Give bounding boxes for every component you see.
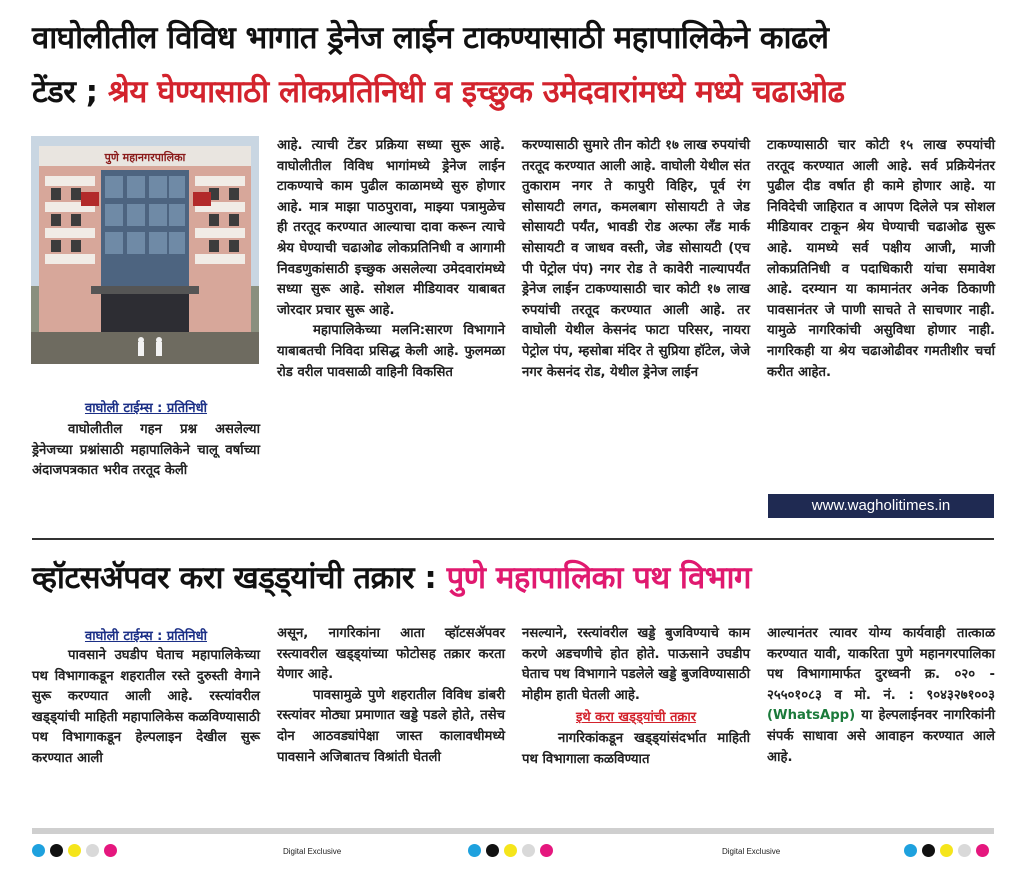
article1-headline-line1: वाघोलीतील विविध भागात ड्रेनेज लाईन टाकण्यासाठी महापालिकेने काढले: [32, 20, 829, 56]
article1-byline: वाघोली टाईम्स : प्रतिनिधी: [84, 401, 208, 416]
article1-column2: [277, 136, 505, 383]
article2-column1: [32, 646, 260, 770]
article2-col4-a: आल्यानंतर त्यावर योग्य कार्यवाही तात्काळ करण्यात यावी, याकरिता पुणे महानगरपालिका पथ विभागामार्फत दुरध्वनी क्र. ०२० - २५५०१०८३ व मो. नं. : ९०४३२७१००३: [767, 626, 995, 703]
article2-headline: [32, 554, 751, 602]
article1-column3: [522, 136, 750, 383]
color-dot-yellow: [504, 844, 517, 857]
color-dot-magenta: [976, 844, 989, 857]
article2-col3-p2: नागरिकांकडून खड्ड्यांसंदर्भात माहिती पथ विभागाला कळविण्यात: [522, 730, 750, 767]
article2-col2-p2: पावसामुळे पुणे शहरातील विविध डांबरी रस्त्यांवर मोठ्या प्रमाणात खड्डे पडले होते, तसेच दोन आठवड्यांपेक्षा जास्त कालावधीमध्ये पावसाने अजिबातच विश्रांती घेतली: [277, 687, 505, 765]
color-dot-grey: [86, 844, 99, 857]
color-dot-magenta: [104, 844, 117, 857]
article2-headline-black: व्हॉटसॲपवर करा खड्ड्यांची तक्रार :: [32, 560, 447, 596]
article2-col1-text: पावसाने उघडीप घेताच महापालिकेच्या पथ विभागाकडून शहरातील रस्ते दुरुस्ती वेगाने सुरू करण्यात आली आहे. रस्त्यांवरील खड्ड्यांची माहिती महापालिकेस कळविण्यासाठी पथ विभागाकडून हेल्पलाइन देखील सुरू करण्यात आली: [32, 648, 260, 766]
color-dot-cyan: [904, 844, 917, 857]
footer-bar: [32, 828, 994, 834]
article1-col3-text: करण्यासाठी सुमारे तीन कोटी १७ लाख रुपयांची तरतूद करण्यात आली आहे. वाघोली येथील संत तुकाराम नगर ते कापुरी विहिर, पूर्व रंग सोसायटी लगत, कमलबाग सोसायटी ते जेड सोसायटी पर्यंत, भावडी रोड अल्फा लँड मार्क सोसायटी व जाधव वस्ती, जेड सोसायटी (एच पी पेट्रोल पंप) नगर रोड ते कावेरी नाल्यापर्यंत ड्रेनेज लाईन टाकण्यासाठी चार कोटी १७ लाख रुपयांची तरतूद करण्यात आली आहे. तर वाघोली येथील केसनंद फाटा परिसर, नायरा पेट्रोल पंप, म्हसोबा मंदिर ते सुप्रिया हॉटेल, जेजे नगर केसनंद रोड, येथील ड्रेनेज लाईन: [522, 138, 750, 380]
color-dots-right: [904, 844, 989, 857]
color-dot-yellow: [68, 844, 81, 857]
color-dot-grey: [958, 844, 971, 857]
digital-exclusive-label-right: Digital Exclusive: [722, 847, 781, 856]
article2-headline-pink: पुणे महापालिका पथ विभाग: [446, 560, 751, 596]
article2-column4: [767, 624, 995, 768]
building-photo: [31, 136, 259, 364]
digital-exclusive-label-left: Digital Exclusive: [283, 847, 342, 856]
color-dot-black: [486, 844, 499, 857]
website-banner: www.wagholitimes.in: [768, 494, 994, 518]
article1-col1-text: वाघोलीतील गहन प्रश्न असलेल्या ड्रेनेजच्या प्रश्नांसाठी महापालिकेने चालू वर्षाच्या अंदाजपत्रकात भरीव तरतूद केली: [32, 422, 260, 479]
article1-column1: [32, 420, 260, 482]
color-dot-cyan: [468, 844, 481, 857]
article2-col2-p1: असून, नागरिकांना आता व्हॉटसॲपवर रस्त्यावरील खड्ड्यांच्या फोटोसह तक्रार करता येणार आहे.: [277, 626, 505, 683]
article1-col4-text: टाकण्यासाठी चार कोटी १५ लाख रुपयांची तरतूद करण्यात आली आहे. सर्व प्रक्रियेनंतर पुढील दीड वर्षात ही कामे होणार आहे. या निविदेची जाहिरात व आपण दिलेले पत्र सोशल मीडियावर टाकून श्रेय घेण्याची चढाओढ सुरू आहे. यामध्ये सर्व पक्षीय आजी, माजी लोकप्रतिनिधी व पदाधिकारी यांचा समावेश आहे. दरम्यान या कामानंतर अनेक ठिकाणी पावसानंतर जे पाणी साचते ते साचणार नाही. यामुळे नागरिकांची असुविधा होणार नाही. नागरिकही या श्रेय चढाओढीवर गमतीशीर चर्चा करीत आहेत.: [767, 138, 995, 380]
article2-col4-text: [767, 624, 995, 768]
color-dots-center: [468, 844, 553, 857]
color-dot-cyan: [32, 844, 45, 857]
article1-col2-p2: महापालिकेच्या मलनि:सारण विभागाने याबाबतची निविदा प्रसिद्ध केली आहे. फुलमळा रोड वरील पावसाळी वाहिनी विकसित: [277, 323, 505, 380]
color-dot-grey: [522, 844, 535, 857]
article1-headline-red: श्रेय घेण्यासाठी लोकप्रतिनिधी व इच्छुक उमेदवारांमध्ये मध्ये चढाओढ: [107, 74, 845, 110]
article1-col2-p1: आहे. त्याची टेंडर प्रक्रिया सध्या सुरू आहे. वाघोलीतील विविध भागांमध्ये ड्रेनेज लाईन टाकण्याचे काम पुढील काळामध्ये सुरु होणार आहे. मात्र माझा पाठपुरावा, माझ्या पत्रामुळेच ही तरतूद करण्यात आल्याचा दावा करून त्याचे श्रेय घेण्याची चढाओढ लोकप्रतिनिधी व आगामी निवडणुकांसाठी इच्छुक असलेल्या उमेदवारांमध्ये सध्या सुरू आहे. सोशल मीडियावर याबाबत जोरदार प्रचार सुरू आहे.: [277, 138, 505, 318]
article2-byline: वाघोली टाईम्स : प्रतिनिधी: [84, 629, 208, 644]
color-dot-yellow: [940, 844, 953, 857]
article2-col4-b: या हेल्पलाईनवर नागरिकांनी संपर्क साधावा असे आवाहन करण्यात आले आहे.: [767, 708, 995, 765]
color-dot-black: [50, 844, 63, 857]
article2-col3-p1: नसल्याने, रस्त्यांवरील खड्डे बुजविण्याचे काम करणे अडचणीचे होत होते. पाऊसाने उघडीप घेताच पथ विभागाने पडलेले खड्डे बुजविण्यासाठी मोहीम हाती घेतली आहे.: [522, 626, 750, 703]
article1-headline-black: टेंडर ;: [32, 74, 108, 110]
section-divider: [32, 538, 994, 540]
article1-column4: [767, 136, 995, 383]
article2-column2: [277, 624, 505, 768]
article2-subhead: इथे करा खड्ड्यांची तक्रार: [575, 710, 697, 726]
color-dot-black: [922, 844, 935, 857]
whatsapp-label: (WhatsApp): [767, 708, 856, 724]
color-dot-magenta: [540, 844, 553, 857]
color-dots-left: [32, 844, 117, 857]
article2-column3: [522, 624, 750, 770]
building-sign: पुणे महानगरपालिका: [104, 151, 186, 164]
article1-headline-line2: [32, 68, 1002, 116]
